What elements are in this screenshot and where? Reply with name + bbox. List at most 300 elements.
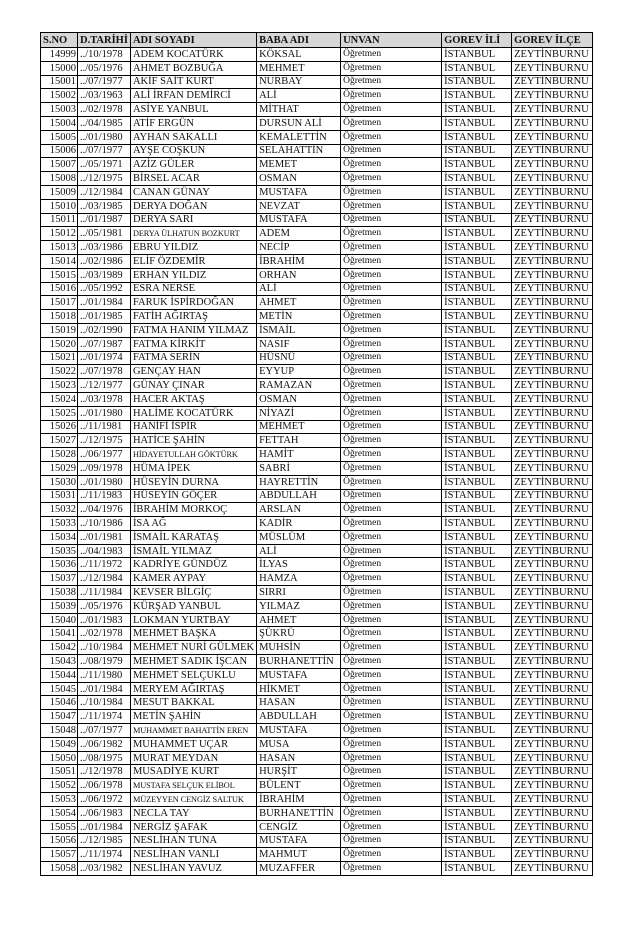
duty-district-cell: ZEYTİNBURNU: [512, 820, 593, 834]
father-name-cell: ALİ: [257, 89, 341, 103]
birth-date-cell: ../02/1986: [78, 254, 131, 268]
full-name-cell: HANİFİ İSPİR: [130, 420, 256, 434]
title-cell: Öğretmen: [341, 199, 442, 213]
table-row: [41, 323, 593, 337]
birth-date-cell: ../12/1978: [78, 765, 131, 779]
full-name-cell: MEHMET NURİ GÜLMEK: [130, 641, 256, 655]
title-cell: Öğretmen: [341, 627, 442, 641]
duty-district-cell: ZEYTİNBURNU: [512, 158, 593, 172]
father-name-cell: MUSA: [257, 737, 341, 751]
birth-date-cell: ../12/1975: [78, 434, 131, 448]
duty-district-cell: ZEYTİNBURNU: [512, 227, 593, 241]
full-name-cell: MERYEM AĞIRTAŞ: [130, 682, 256, 696]
full-name-cell: FATİH AĞIRTAŞ: [130, 310, 256, 324]
father-name-cell: İBRAHİM: [257, 254, 341, 268]
birth-date-cell: ../01/1981: [78, 530, 131, 544]
title-cell: Öğretmen: [341, 351, 442, 365]
father-name-cell: HAMZA: [257, 572, 341, 586]
table-row: [41, 517, 593, 531]
sno-cell: 15004: [41, 116, 78, 130]
title-cell: Öğretmen: [341, 323, 442, 337]
duty-district-cell: ZEYTİNBURNU: [512, 199, 593, 213]
full-name-cell: MUSADİYE KURT: [130, 765, 256, 779]
birth-date-cell: ../01/1984: [78, 820, 131, 834]
father-name-cell: HÜSNÜ: [257, 351, 341, 365]
sno-cell: 15049: [41, 737, 78, 751]
title-cell: Öğretmen: [341, 682, 442, 696]
father-name-cell: İLYAS: [257, 558, 341, 572]
sno-cell: 15031: [41, 489, 78, 503]
duty-province-cell: İSTANBUL: [442, 185, 512, 199]
table-row: [41, 365, 593, 379]
sno-cell: 15025: [41, 406, 78, 420]
title-cell: Öğretmen: [341, 185, 442, 199]
duty-district-cell: ZEYTİNBURNU: [512, 254, 593, 268]
full-name-cell: FATMA KİRKİT: [130, 337, 256, 351]
father-name-cell: DURSUN ALİ: [257, 116, 341, 130]
sno-cell: 15014: [41, 254, 78, 268]
title-cell: Öğretmen: [341, 379, 442, 393]
full-name-cell: ADEM KOCATÜRK: [130, 48, 256, 62]
duty-province-cell: İSTANBUL: [442, 227, 512, 241]
father-name-cell: İSMAİL: [257, 323, 341, 337]
duty-province-cell: İSTANBUL: [442, 793, 512, 807]
birth-date-cell: ../01/1980: [78, 406, 131, 420]
table-row: [41, 158, 593, 172]
duty-district-cell: ZEYTİNBURNU: [512, 613, 593, 627]
duty-province-cell: İSTANBUL: [442, 144, 512, 158]
table-row: [41, 213, 593, 227]
title-cell: Öğretmen: [341, 793, 442, 807]
title-cell: Öğretmen: [341, 296, 442, 310]
birth-date-cell: ../08/1979: [78, 655, 131, 669]
duty-province-cell: İSTANBUL: [442, 475, 512, 489]
birth-date-cell: ../12/1975: [78, 172, 131, 186]
duty-province-cell: İSTANBUL: [442, 434, 512, 448]
duty-province-cell: İSTANBUL: [442, 530, 512, 544]
full-name-cell: MUHAMMET UÇAR: [130, 737, 256, 751]
father-name-cell: İBRAHİM: [257, 793, 341, 807]
sno-cell: 15035: [41, 544, 78, 558]
full-name-cell: MEHMET SADIK İŞCAN: [130, 655, 256, 669]
table-row: [41, 737, 593, 751]
duty-province-cell: İSTANBUL: [442, 103, 512, 117]
father-name-cell: HASAN: [257, 696, 341, 710]
table-row: [41, 268, 593, 282]
table-row: [41, 558, 593, 572]
duty-province-cell: İSTANBUL: [442, 682, 512, 696]
full-name-cell: MEHMET SELÇUKLU: [130, 668, 256, 682]
duty-district-cell: ZEYTİNBURNU: [512, 751, 593, 765]
duty-province-cell: İSTANBUL: [442, 89, 512, 103]
sno-cell: 15006: [41, 144, 78, 158]
duty-district-cell: ZEYTİNBURNU: [512, 724, 593, 738]
duty-province-cell: İSTANBUL: [442, 323, 512, 337]
table-row: [41, 503, 593, 517]
table-row: [41, 779, 593, 793]
table-row: [41, 613, 593, 627]
duty-province-cell: İSTANBUL: [442, 489, 512, 503]
father-name-cell: SELAHATTİN: [257, 144, 341, 158]
title-cell: Öğretmen: [341, 724, 442, 738]
duty-district-cell: ZEYTİNBURNU: [512, 365, 593, 379]
father-name-cell: HAMİT: [257, 448, 341, 462]
duty-province-cell: İSTANBUL: [442, 517, 512, 531]
title-cell: Öğretmen: [341, 613, 442, 627]
duty-district-cell: ZEYTİNBURNU: [512, 765, 593, 779]
duty-province-cell: İSTANBUL: [442, 48, 512, 62]
full-name-cell: DERYA DOĞAN: [130, 199, 256, 213]
father-name-cell: HİKMET: [257, 682, 341, 696]
table-row: [41, 61, 593, 75]
duty-district-cell: ZEYTİNBURNU: [512, 61, 593, 75]
birth-date-cell: ../11/1974: [78, 710, 131, 724]
father-name-cell: ARSLAN: [257, 503, 341, 517]
duty-district-cell: ZEYTİNBURNU: [512, 379, 593, 393]
table-row: [41, 765, 593, 779]
sno-cell: 15021: [41, 351, 78, 365]
birth-date-cell: ../07/1977: [78, 75, 131, 89]
title-cell: Öğretmen: [341, 517, 442, 531]
duty-district-cell: ZEYTİNBURNU: [512, 144, 593, 158]
birth-date-cell: ../07/1977: [78, 144, 131, 158]
header-duty-province: GOREV İLİ: [442, 33, 512, 48]
birth-date-cell: ../11/1981: [78, 420, 131, 434]
birth-date-cell: ../11/1972: [78, 558, 131, 572]
duty-district-cell: ZEYTİNBURNU: [512, 48, 593, 62]
sno-cell: 15056: [41, 834, 78, 848]
birth-date-cell: ../03/1982: [78, 862, 131, 876]
father-name-cell: KÖKSAL: [257, 48, 341, 62]
full-name-cell: LOKMAN YURTBAY: [130, 613, 256, 627]
full-name-cell: KÜRŞAD YANBUL: [130, 599, 256, 613]
father-name-cell: CENGİZ: [257, 820, 341, 834]
title-cell: Öğretmen: [341, 448, 442, 462]
father-name-cell: SIRRI: [257, 586, 341, 600]
duty-province-cell: İSTANBUL: [442, 379, 512, 393]
sno-cell: 15036: [41, 558, 78, 572]
title-cell: Öğretmen: [341, 420, 442, 434]
full-name-cell: MUSTAFA SELÇUK ELİBOL: [130, 779, 256, 793]
duty-district-cell: ZEYTİNBURNU: [512, 655, 593, 669]
sno-cell: 15013: [41, 241, 78, 255]
father-name-cell: KADİR: [257, 517, 341, 531]
father-name-cell: ABDULLAH: [257, 710, 341, 724]
full-name-cell: ESRA NERSE: [130, 282, 256, 296]
full-name-cell: İSA AĞ: [130, 517, 256, 531]
table-row: [41, 862, 593, 876]
father-name-cell: BÜLENT: [257, 779, 341, 793]
title-cell: Öğretmen: [341, 103, 442, 117]
duty-province-cell: İSTANBUL: [442, 351, 512, 365]
duty-province-cell: İSTANBUL: [442, 696, 512, 710]
table-row: [41, 710, 593, 724]
father-name-cell: MÜSLÜM: [257, 530, 341, 544]
sno-cell: 15051: [41, 765, 78, 779]
sno-cell: 15003: [41, 103, 78, 117]
title-cell: Öğretmen: [341, 848, 442, 862]
sno-cell: 15044: [41, 668, 78, 682]
birth-date-cell: ../04/1985: [78, 116, 131, 130]
duty-district-cell: ZEYTİNBURNU: [512, 103, 593, 117]
table-row: [41, 475, 593, 489]
father-name-cell: AHMET: [257, 296, 341, 310]
sno-cell: 15050: [41, 751, 78, 765]
father-name-cell: BURHANETTİN: [257, 655, 341, 669]
title-cell: Öğretmen: [341, 254, 442, 268]
table-row: [41, 185, 593, 199]
title-cell: Öğretmen: [341, 130, 442, 144]
duty-district-cell: ZEYTİNBURNU: [512, 696, 593, 710]
father-name-cell: BURHANETTİN: [257, 806, 341, 820]
duty-district-cell: ZEYTİNBURNU: [512, 268, 593, 282]
duty-province-cell: İSTANBUL: [442, 641, 512, 655]
father-name-cell: METİN: [257, 310, 341, 324]
title-cell: Öğretmen: [341, 310, 442, 324]
sno-cell: 15048: [41, 724, 78, 738]
father-name-cell: ALİ: [257, 544, 341, 558]
duty-province-cell: İSTANBUL: [442, 420, 512, 434]
full-name-cell: KADRİYE GÜNDÜZ: [130, 558, 256, 572]
full-name-cell: İBRAHİM MORKOÇ: [130, 503, 256, 517]
duty-district-cell: ZEYTİNBURNU: [512, 599, 593, 613]
full-name-cell: AZİZ GÜLER: [130, 158, 256, 172]
table-row: [41, 392, 593, 406]
sno-cell: 15023: [41, 379, 78, 393]
table-row: [41, 89, 593, 103]
full-name-cell: İSMAİL YILMAZ: [130, 544, 256, 558]
birth-date-cell: ../10/1984: [78, 641, 131, 655]
father-name-cell: MUSTAFA: [257, 213, 341, 227]
birth-date-cell: ../05/1976: [78, 599, 131, 613]
birth-date-cell: ../01/1987: [78, 213, 131, 227]
sno-cell: 15054: [41, 806, 78, 820]
duty-province-cell: İSTANBUL: [442, 862, 512, 876]
title-cell: Öğretmen: [341, 475, 442, 489]
table-row: [41, 806, 593, 820]
title-cell: Öğretmen: [341, 144, 442, 158]
table-row: [41, 544, 593, 558]
full-name-cell: FATMA HANIM YILMAZ: [130, 323, 256, 337]
father-name-cell: HAYRETTİN: [257, 475, 341, 489]
sno-cell: 15024: [41, 392, 78, 406]
title-cell: Öğretmen: [341, 392, 442, 406]
birth-date-cell: ../01/1974: [78, 351, 131, 365]
header-title: UNVAN: [341, 33, 442, 48]
father-name-cell: OSMAN: [257, 172, 341, 186]
father-name-cell: YILMAZ: [257, 599, 341, 613]
sno-cell: 15046: [41, 696, 78, 710]
sno-cell: 15053: [41, 793, 78, 807]
duty-province-cell: İSTANBUL: [442, 544, 512, 558]
header-birth-date: D.TARİHİ: [78, 33, 131, 48]
title-cell: Öğretmen: [341, 820, 442, 834]
duty-district-cell: ZEYTİNBURNU: [512, 793, 593, 807]
sno-cell: 15016: [41, 282, 78, 296]
duty-province-cell: İSTANBUL: [442, 503, 512, 517]
duty-province-cell: İSTANBUL: [442, 199, 512, 213]
full-name-cell: NESLİHAN YAVUZ: [130, 862, 256, 876]
title-cell: Öğretmen: [341, 61, 442, 75]
birth-date-cell: ../06/1983: [78, 806, 131, 820]
father-name-cell: NURBAY: [257, 75, 341, 89]
table-row: [41, 282, 593, 296]
father-name-cell: MUSTAFA: [257, 834, 341, 848]
father-name-cell: SABRİ: [257, 461, 341, 475]
sno-cell: 15040: [41, 613, 78, 627]
sno-cell: 15034: [41, 530, 78, 544]
title-cell: Öğretmen: [341, 696, 442, 710]
title-cell: Öğretmen: [341, 599, 442, 613]
father-name-cell: KEMALETTİN: [257, 130, 341, 144]
duty-province-cell: İSTANBUL: [442, 392, 512, 406]
table-row: [41, 434, 593, 448]
duty-district-cell: ZEYTİNBURNU: [512, 503, 593, 517]
full-name-cell: MÜZEYYEN CENGİZ SALTUK: [130, 793, 256, 807]
birth-date-cell: ../04/1976: [78, 503, 131, 517]
birth-date-cell: ../01/1980: [78, 130, 131, 144]
table-row: [41, 655, 593, 669]
full-name-cell: ASİYE YANBUL: [130, 103, 256, 117]
title-cell: Öğretmen: [341, 737, 442, 751]
duty-district-cell: ZEYTİNBURNU: [512, 351, 593, 365]
father-name-cell: MUSTAFA: [257, 724, 341, 738]
duty-district-cell: ZEYTİNBURNU: [512, 172, 593, 186]
title-cell: Öğretmen: [341, 282, 442, 296]
father-name-cell: NECİP: [257, 241, 341, 255]
duty-province-cell: İSTANBUL: [442, 461, 512, 475]
sno-cell: 15001: [41, 75, 78, 89]
table-row: [41, 751, 593, 765]
table-row: [41, 172, 593, 186]
duty-district-cell: ZEYTİNBURNU: [512, 241, 593, 255]
table-row: [41, 379, 593, 393]
title-cell: Öğretmen: [341, 337, 442, 351]
duty-district-cell: ZEYTİNBURNU: [512, 434, 593, 448]
title-cell: Öğretmen: [341, 116, 442, 130]
sno-cell: 15020: [41, 337, 78, 351]
title-cell: Öğretmen: [341, 461, 442, 475]
full-name-cell: CANAN GÜNAY: [130, 185, 256, 199]
full-name-cell: GENÇAY HAN: [130, 365, 256, 379]
duty-district-cell: ZEYTİNBURNU: [512, 668, 593, 682]
duty-district-cell: ZEYTİNBURNU: [512, 489, 593, 503]
header-father-name: BABA ADI: [257, 33, 341, 48]
full-name-cell: DERYA SARI: [130, 213, 256, 227]
teacher-list-table: [40, 32, 593, 876]
title-cell: Öğretmen: [341, 834, 442, 848]
full-name-cell: ATİF ERGÜN: [130, 116, 256, 130]
father-name-cell: ABDULLAH: [257, 489, 341, 503]
sno-cell: 15007: [41, 158, 78, 172]
duty-province-cell: İSTANBUL: [442, 586, 512, 600]
table-row: [41, 848, 593, 862]
title-cell: Öğretmen: [341, 586, 442, 600]
duty-province-cell: İSTANBUL: [442, 820, 512, 834]
sno-cell: 15000: [41, 61, 78, 75]
full-name-cell: NESLİHAN VANLI: [130, 848, 256, 862]
father-name-cell: NASIF: [257, 337, 341, 351]
title-cell: Öğretmen: [341, 89, 442, 103]
title-cell: Öğretmen: [341, 779, 442, 793]
sno-cell: 15017: [41, 296, 78, 310]
full-name-cell: HACER AKTAŞ: [130, 392, 256, 406]
duty-district-cell: ZEYTİNBURNU: [512, 779, 593, 793]
birth-date-cell: ../03/1963: [78, 89, 131, 103]
father-name-cell: OSMAN: [257, 392, 341, 406]
title-cell: Öğretmen: [341, 434, 442, 448]
birth-date-cell: ../12/1977: [78, 379, 131, 393]
birth-date-cell: ../07/1987: [78, 337, 131, 351]
full-name-cell: MESUT BAKKAL: [130, 696, 256, 710]
sno-cell: 15012: [41, 227, 78, 241]
birth-date-cell: ../11/1980: [78, 668, 131, 682]
title-cell: Öğretmen: [341, 668, 442, 682]
duty-province-cell: İSTANBUL: [442, 296, 512, 310]
duty-province-cell: İSTANBUL: [442, 599, 512, 613]
duty-district-cell: ZEYTİNBURNU: [512, 130, 593, 144]
table-row: [41, 682, 593, 696]
birth-date-cell: ../05/1976: [78, 61, 131, 75]
table-row: [41, 820, 593, 834]
birth-date-cell: ../04/1983: [78, 544, 131, 558]
table-row: [41, 724, 593, 738]
table-row: [41, 241, 593, 255]
duty-district-cell: ZEYTİNBURNU: [512, 558, 593, 572]
table-row: [41, 337, 593, 351]
title-cell: Öğretmen: [341, 213, 442, 227]
full-name-cell: AHMET BOZBUĞA: [130, 61, 256, 75]
duty-district-cell: ZEYTİNBURNU: [512, 682, 593, 696]
full-name-cell: HİDAYETULLAH GÖKTÜRK: [130, 448, 256, 462]
title-cell: Öğretmen: [341, 75, 442, 89]
sno-cell: 15057: [41, 848, 78, 862]
table-row: [41, 834, 593, 848]
table-row: [41, 696, 593, 710]
duty-province-cell: İSTANBUL: [442, 448, 512, 462]
duty-province-cell: İSTANBUL: [442, 668, 512, 682]
birth-date-cell: ../01/1984: [78, 682, 131, 696]
full-name-cell: ALİ İRFAN DEMİRCİ: [130, 89, 256, 103]
full-name-cell: METİN ŞAHİN: [130, 710, 256, 724]
birth-date-cell: ../06/1972: [78, 793, 131, 807]
birth-date-cell: ../05/1981: [78, 227, 131, 241]
sno-cell: 15042: [41, 641, 78, 655]
table-row: [41, 448, 593, 462]
sno-cell: 15028: [41, 448, 78, 462]
full-name-cell: AYHAN SAKALLI: [130, 130, 256, 144]
table-row: [41, 599, 593, 613]
sno-cell: 15039: [41, 599, 78, 613]
father-name-cell: MEHMET: [257, 61, 341, 75]
table-row: [41, 254, 593, 268]
sno-cell: 15032: [41, 503, 78, 517]
duty-province-cell: İSTANBUL: [442, 737, 512, 751]
duty-district-cell: ZEYTİNBURNU: [512, 862, 593, 876]
father-name-cell: FETTAH: [257, 434, 341, 448]
sno-cell: 15009: [41, 185, 78, 199]
duty-province-cell: İSTANBUL: [442, 241, 512, 255]
birth-date-cell: ../12/1984: [78, 572, 131, 586]
table-row: [41, 793, 593, 807]
title-cell: Öğretmen: [341, 806, 442, 820]
title-cell: Öğretmen: [341, 655, 442, 669]
title-cell: Öğretmen: [341, 572, 442, 586]
title-cell: Öğretmen: [341, 227, 442, 241]
birth-date-cell: ../12/1985: [78, 834, 131, 848]
title-cell: Öğretmen: [341, 365, 442, 379]
duty-district-cell: ZEYTİNBURNU: [512, 310, 593, 324]
